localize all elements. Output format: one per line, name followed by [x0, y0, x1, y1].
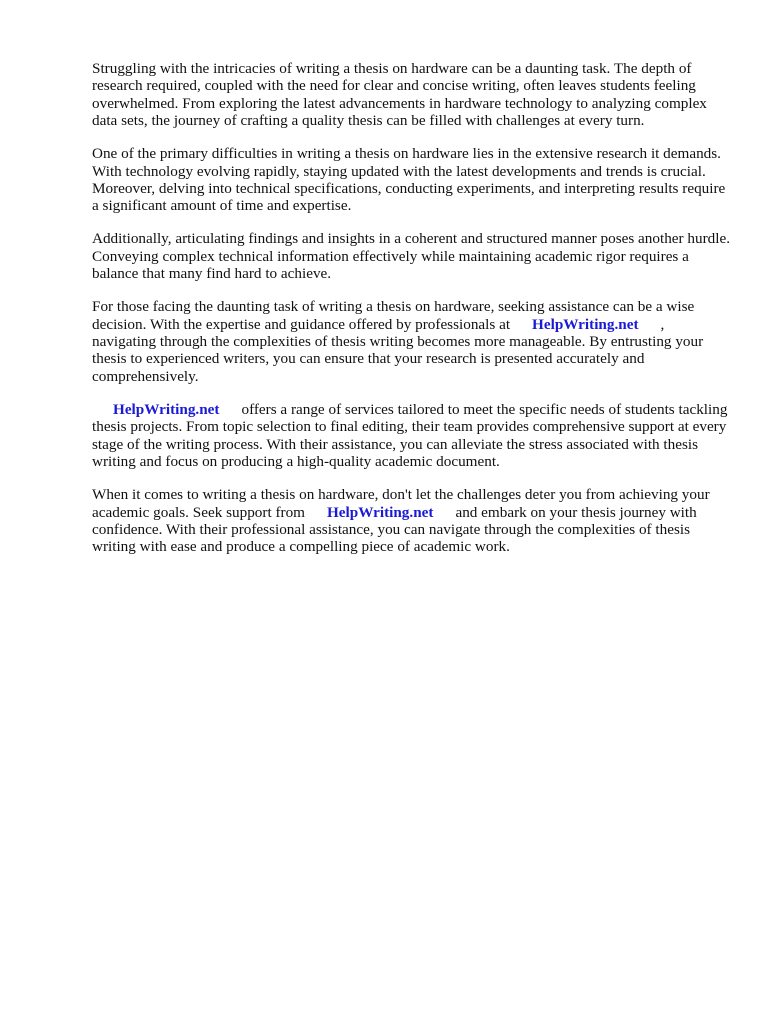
paragraph-articulation: Additionally, articulating findings and insights in a coherent and structured manner poses another hurdle. Conveying complex technical information effectively while maintaining academic rigor requires a balance that many find hard to achieve.	[92, 230, 730, 283]
paragraph-text: For those facing the daunting task of writing a thesis on hardware, seeking assistance can be a wise decision. With the expertise and guidance offered by professionals at	[92, 298, 695, 333]
paragraph-text: , navigating through the complexities of thesis writing becomes more manageable. By entrusting your thesis to experienced writers, you can ensure that your research is presented accurately and comprehensively.	[92, 315, 704, 385]
paragraph-text: and embark on your thesis journey with confidence. With their professional assistance, you can navigate through the complexities of thesis writing with ease and produce a compelling piece of academic work.	[92, 503, 697, 556]
helpwriting-link[interactable]: HelpWriting.net	[326, 503, 434, 521]
paragraph-intro: Struggling with the intricacies of writing a thesis on hardware can be a daunting task. The depth of research required, coupled with the need for clear and concise writing, often leaves students feeling overwhelmed. From exploring the latest advancements in hardware technology to analyzing complex data sets, the journey of crafting a quality thesis can be filled with challenges at every turn.	[92, 60, 707, 130]
paragraph-conclusion	[92, 486, 732, 556]
helpwriting-link[interactable]: HelpWriting.net	[532, 315, 639, 333]
paragraph-text: When it comes to writing a thesis on hardware, don't let the challenges deter you from achieving your academic goals. Seek support from	[92, 486, 710, 521]
paragraph-text: offers a range of services tailored to meet the specific needs of students tackling thesis projects. From topic selection to final editing, their team provides comprehensive support at every stage of the writing process. With their assistance, you can alleviate the stress associated with thesis writing and focus on producing a high-quality academic document.	[92, 400, 728, 471]
paragraph-research-difficulty: One of the primary difficulties in writing a thesis on hardware lies in the extensive research it demands. With technology evolving rapidly, staying updated with the latest developments and trends is crucial. Moreover, delving into technical specifications, conducting experiments, and interpreting results require a significant amount of time and expertise.	[92, 145, 726, 215]
paragraph-services	[92, 401, 732, 471]
helpwriting-link[interactable]: HelpWriting.net	[113, 400, 220, 418]
paragraph-assistance	[92, 298, 732, 385]
